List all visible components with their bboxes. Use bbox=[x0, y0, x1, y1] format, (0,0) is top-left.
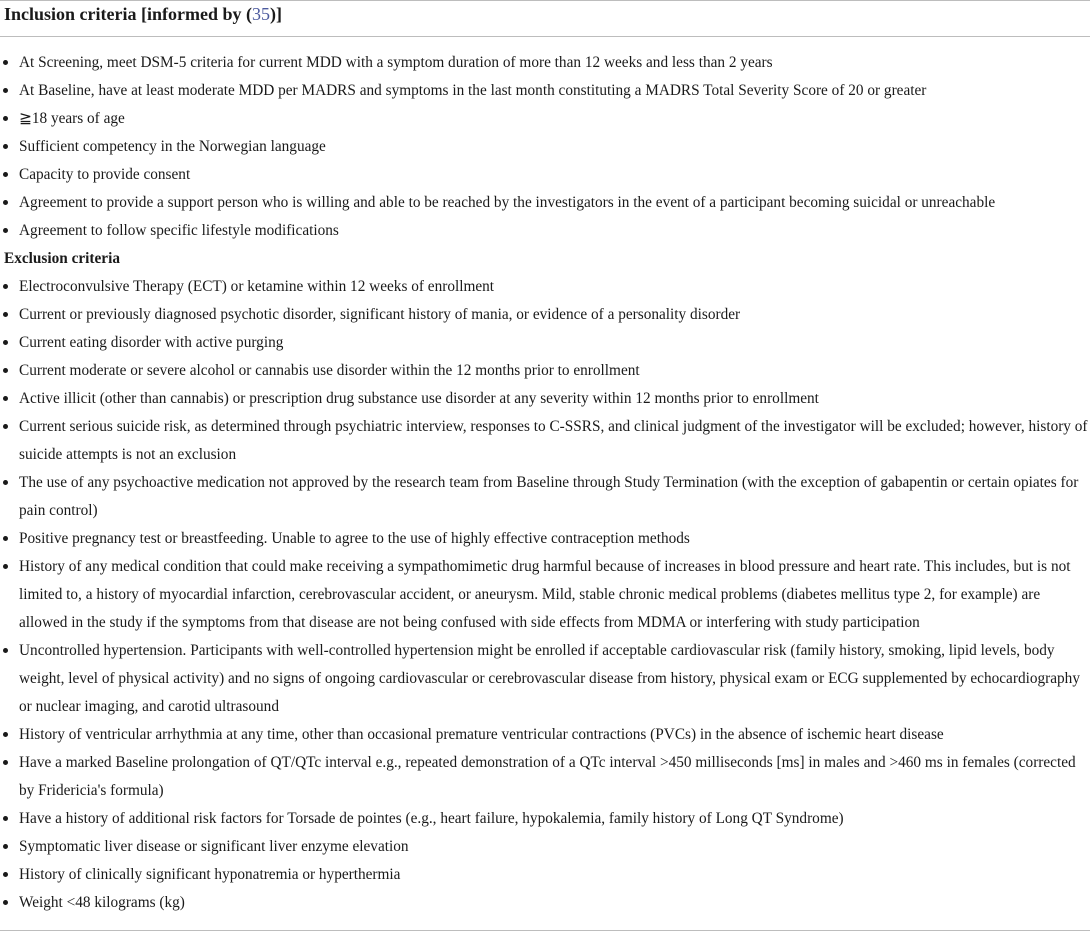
bullet-icon bbox=[3, 228, 8, 233]
bullet-icon bbox=[3, 844, 8, 849]
bullet-icon bbox=[3, 564, 8, 569]
bullet-icon bbox=[3, 284, 8, 289]
inclusion-item bbox=[0, 49, 1090, 77]
bullet-icon bbox=[3, 900, 8, 905]
bullet-icon bbox=[3, 872, 8, 877]
bullet-icon bbox=[3, 732, 8, 737]
exclusion-item bbox=[0, 385, 1090, 413]
bullet-icon bbox=[3, 648, 8, 653]
bullet-icon bbox=[3, 396, 8, 401]
inclusion-item bbox=[0, 133, 1090, 161]
inclusion-item-text: Agreement to provide a support person who is willing and able to be reached by the investigators in the event of a participant becoming suicidal or unreachable bbox=[19, 194, 996, 211]
exclusion-item bbox=[0, 637, 1090, 721]
exclusion-item-text: Positive pregnancy test or breastfeeding. Unable to agree to the use of highly effective contraception methods bbox=[19, 530, 690, 547]
bullet-icon bbox=[3, 536, 8, 541]
inclusion-item bbox=[0, 189, 1090, 217]
exclusion-item-text: Uncontrolled hypertension. Participants with well-controlled hypertension might be enrolled if acceptable cardiovascular risk (family history, smoking, lipid levels, body weight, level of physical activity) and no signs of ongoing cardiovascular or cerebrovascular disease from history, physical exam or ECG supplemented by echocardiography or nuclear imaging, and carotid ultrasound bbox=[19, 642, 1080, 715]
exclusion-item bbox=[0, 861, 1090, 889]
header-rule bbox=[0, 36, 1090, 37]
bullet-icon bbox=[3, 200, 8, 205]
inclusion-item bbox=[0, 217, 1090, 245]
bullet-icon bbox=[3, 60, 8, 65]
exclusion-heading: Exclusion criteria bbox=[4, 250, 120, 267]
exclusion-item-text: History of ventricular arrhythmia at any time, other than occasional premature ventricular contractions (PVCs) in the absence of ischemic heart disease bbox=[19, 726, 944, 743]
table-header bbox=[4, 0, 1084, 35]
exclusion-item-text: The use of any psychoactive medication not approved by the research team from Baseline through Study Termination (with the exception of gabapentin or certain opiates for pain control) bbox=[19, 474, 1079, 519]
exclusion-item bbox=[0, 833, 1090, 861]
bullet-icon bbox=[3, 340, 8, 345]
exclusion-item bbox=[0, 413, 1090, 469]
bullet-icon bbox=[3, 368, 8, 373]
exclusion-item-text: Weight <48 kilograms (kg) bbox=[19, 894, 185, 911]
bullet-icon bbox=[3, 144, 8, 149]
bullet-icon bbox=[3, 816, 8, 821]
exclusion-item-text: Have a history of additional risk factors for Torsade de pointes (e.g., heart failure, hypokalemia, family history of Long QT Syndrome) bbox=[19, 810, 844, 827]
exclusion-item-text: Current eating disorder with active purging bbox=[19, 334, 284, 351]
reference-link[interactable]: 35 bbox=[251, 4, 270, 24]
exclusion-item bbox=[0, 329, 1090, 357]
exclusion-item-text: Active illicit (other than cannabis) or prescription drug substance use disorder at any severity within 12 months prior to enrollment bbox=[19, 390, 819, 407]
header-title-prefix: Inclusion criteria [informed by ( bbox=[4, 4, 252, 24]
criteria-table-body bbox=[0, 49, 1090, 917]
exclusion-item bbox=[0, 805, 1090, 833]
header-title-suffix: )] bbox=[269, 4, 282, 24]
bullet-icon bbox=[3, 88, 8, 93]
bullet-icon bbox=[3, 480, 8, 485]
inclusion-item bbox=[0, 77, 1090, 105]
inclusion-list bbox=[0, 49, 1090, 245]
exclusion-item bbox=[0, 301, 1090, 329]
exclusion-item bbox=[0, 357, 1090, 385]
inclusion-item bbox=[0, 161, 1090, 189]
exclusion-item bbox=[0, 525, 1090, 553]
exclusion-item-text: Symptomatic liver disease or significant liver enzyme elevation bbox=[19, 838, 409, 855]
exclusion-item-text: Current serious suicide risk, as determined through psychiatric interview, responses to C-SSRS, and clinical judgment of the investigator will be excluded; however, history of suicide attempts is not an exclusion bbox=[19, 418, 1088, 463]
inclusion-item-text: Agreement to follow specific lifestyle modifications bbox=[19, 222, 339, 239]
inclusion-item-text: Capacity to provide consent bbox=[19, 166, 191, 183]
bullet-icon bbox=[3, 760, 8, 765]
bullet-icon bbox=[3, 424, 8, 429]
exclusion-item-text: Current or previously diagnosed psychotic disorder, significant history of mania, or evidence of a personality disorder bbox=[19, 306, 741, 323]
inclusion-item bbox=[0, 105, 1090, 133]
inclusion-item-text: ≧18 years of age bbox=[19, 110, 125, 127]
bullet-icon bbox=[3, 116, 8, 121]
bullet-icon bbox=[3, 312, 8, 317]
exclusion-item bbox=[0, 889, 1090, 917]
exclusion-item bbox=[0, 749, 1090, 805]
table-bottom-rule bbox=[0, 930, 1090, 931]
exclusion-item-text: Current moderate or severe alcohol or cannabis use disorder within the 12 months prior to enrollment bbox=[19, 362, 640, 379]
exclusion-item bbox=[0, 721, 1090, 749]
exclusion-item-text: Have a marked Baseline prolongation of QT/QTc interval e.g., repeated demonstration of a QTc interval >450 milliseconds [ms] in males and >460 ms in females (corrected by Fridericia's formula) bbox=[19, 754, 1076, 799]
exclusion-item-text: History of any medical condition that could make receiving a sympathomimetic drug harmful because of increases in blood pressure and heart rate. This includes, but is not limited to, a history of myocardial infarction, cerebrovascular accident, or aneurysm. Mild, stable chronic medical problems (diabetes mellitus type 2, for example) are allowed in the study if the symptoms from that disease are not being confused with side effects from MDMA or interfering with study participation bbox=[19, 558, 1071, 631]
exclusion-item-text: Electroconvulsive Therapy (ECT) or ketamine within 12 weeks of enrollment bbox=[19, 278, 495, 295]
exclusion-item bbox=[0, 469, 1090, 525]
inclusion-item-text: Sufficient competency in the Norwegian language bbox=[19, 138, 326, 155]
bullet-icon bbox=[3, 172, 8, 177]
inclusion-item-text: At Screening, meet DSM-5 criteria for current MDD with a symptom duration of more than 12 weeks and less than 2 years bbox=[19, 54, 773, 71]
exclusion-item bbox=[0, 273, 1090, 301]
inclusion-item-text: At Baseline, have at least moderate MDD per MADRS and symptoms in the last month constituting a MADRS Total Severity Score of 20 or greater bbox=[19, 82, 927, 99]
exclusion-item-text: History of clinically significant hyponatremia or hyperthermia bbox=[19, 866, 401, 883]
exclusion-list bbox=[0, 273, 1090, 917]
exclusion-item bbox=[0, 553, 1090, 637]
